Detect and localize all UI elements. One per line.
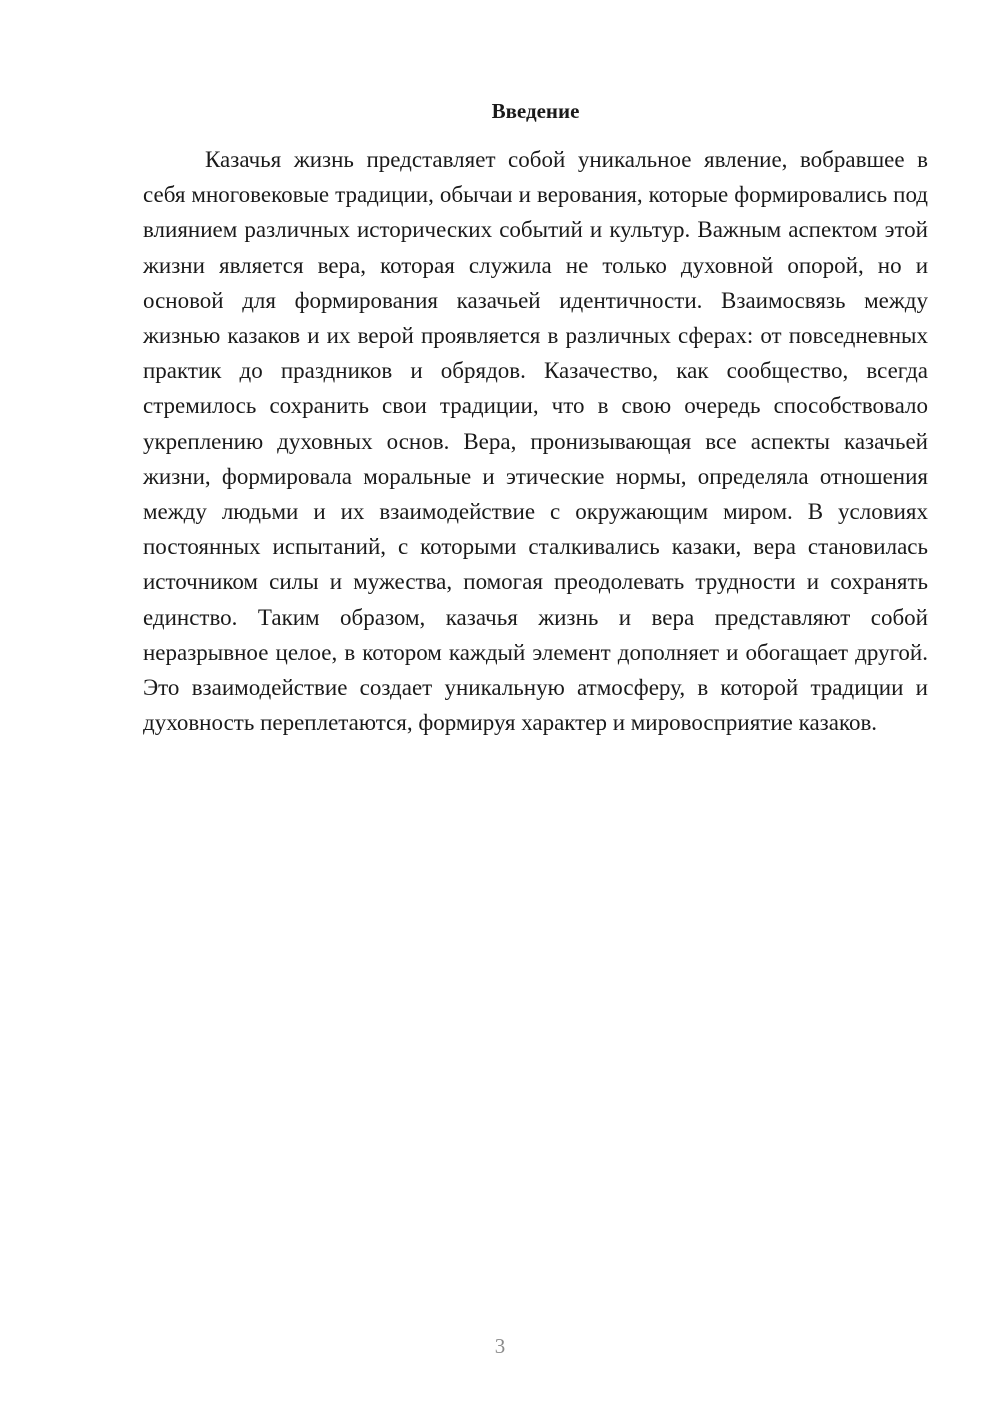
body-paragraph: Казачья жизнь представляет собой уникальное явление, вобравшее в себя многовековые традиции, обычаи и верования, которые формировались под влиянием различных исторических событий и культур. Важным аспектом этой жизни является вера, которая служила не только духовной опорой, но и основой для формирования казачьей идентичности. Взаимосвязь между жизнью казаков и их верой проявляется в различных сферах: от повседневных практик до праздников и обрядов. Казачество, как сообщество, всегда стремилось сохранить свои традиции, что в свою очередь способствовало укреплению духовных основ. Вера, пронизывающая все аспекты казачьей жизни, формировала моральные и этические нормы, определяла отношения между людьми и их взаимодействие с окружающим миром. В условиях постоянных испытаний, с которыми сталкивались казаки, вера становилась источником силы и мужества, помогая преодолевать трудности и сохранять единство. Таким образом, казачья жизнь и вера представляют собой неразрывное целое, в котором каждый элемент дополняет и обогащает другой. Это взаимодействие создает уникальную атмосферу, в которой традиции и духовность переплетаются, формируя характер и мировосприятие казаков.	[143, 147, 928, 736]
page-number: 3	[494, 1334, 506, 1358]
section-heading: Введение	[491, 99, 580, 123]
